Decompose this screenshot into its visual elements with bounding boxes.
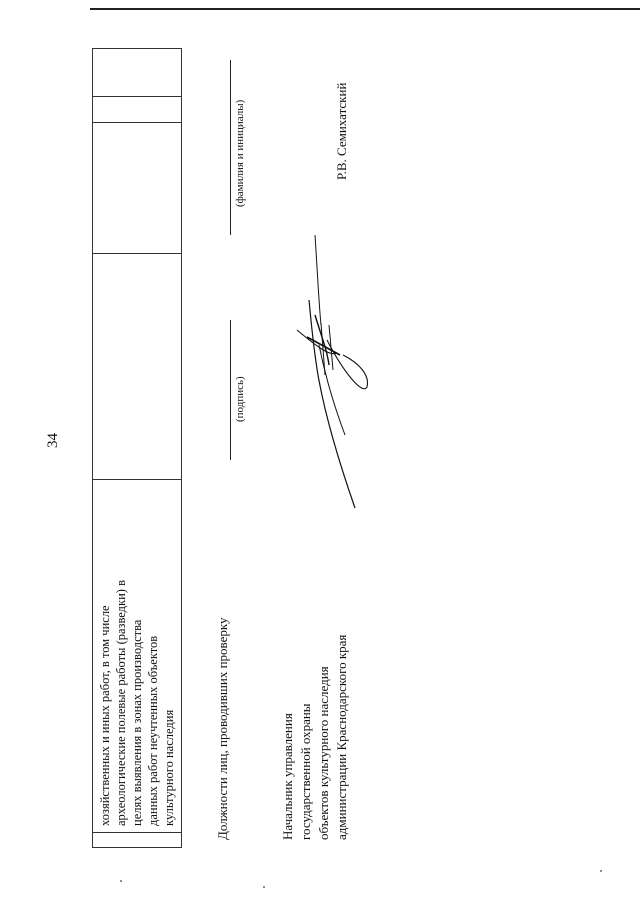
name-caption: (фамилия и инициалы): [234, 99, 246, 207]
description-line: археологические полевые работы (разведки) в: [114, 580, 128, 826]
description-line: данных работ неучтенных объектов: [146, 635, 160, 826]
scan-speck: [120, 880, 122, 882]
table-cell-empty: [93, 97, 182, 123]
signature-caption: (подпись): [234, 376, 246, 422]
handwritten-signature: [285, 225, 375, 515]
table-cell-empty: [93, 254, 182, 480]
table-cell-empty: [93, 49, 182, 97]
table-cell-empty: [93, 123, 182, 254]
table-row: [93, 49, 182, 848]
page-number: 34: [45, 433, 61, 448]
top-border-line: [90, 8, 640, 10]
name-field: [230, 60, 260, 235]
signatory-position-line: объектов культурного наследия: [316, 666, 331, 840]
signatory-name: Р.В. Семихатский: [334, 82, 349, 180]
name-line: [230, 60, 231, 235]
signature-line: [230, 320, 231, 460]
signatory-position-line: администрации Краснодарского края: [334, 634, 349, 840]
description-line: целях выявления в зонах производства: [130, 619, 144, 826]
table-cell-description: [93, 480, 182, 833]
signatory-position-line: Начальник управления: [280, 713, 295, 840]
scan-speck: [600, 870, 602, 872]
scan-speck: [263, 886, 265, 888]
inspection-table: [92, 48, 182, 848]
inspectors-heading: Должности лиц, проводивших проверку: [215, 617, 230, 840]
signatory-position-line: государственной охраны: [298, 703, 313, 840]
description-line: культурного наследия: [162, 709, 176, 826]
signature-field: [230, 320, 260, 460]
description-line: хозяйственных и иных работ, в том числе: [98, 605, 112, 826]
table-fragment: [92, 48, 182, 848]
table-cell-empty: [93, 833, 182, 848]
